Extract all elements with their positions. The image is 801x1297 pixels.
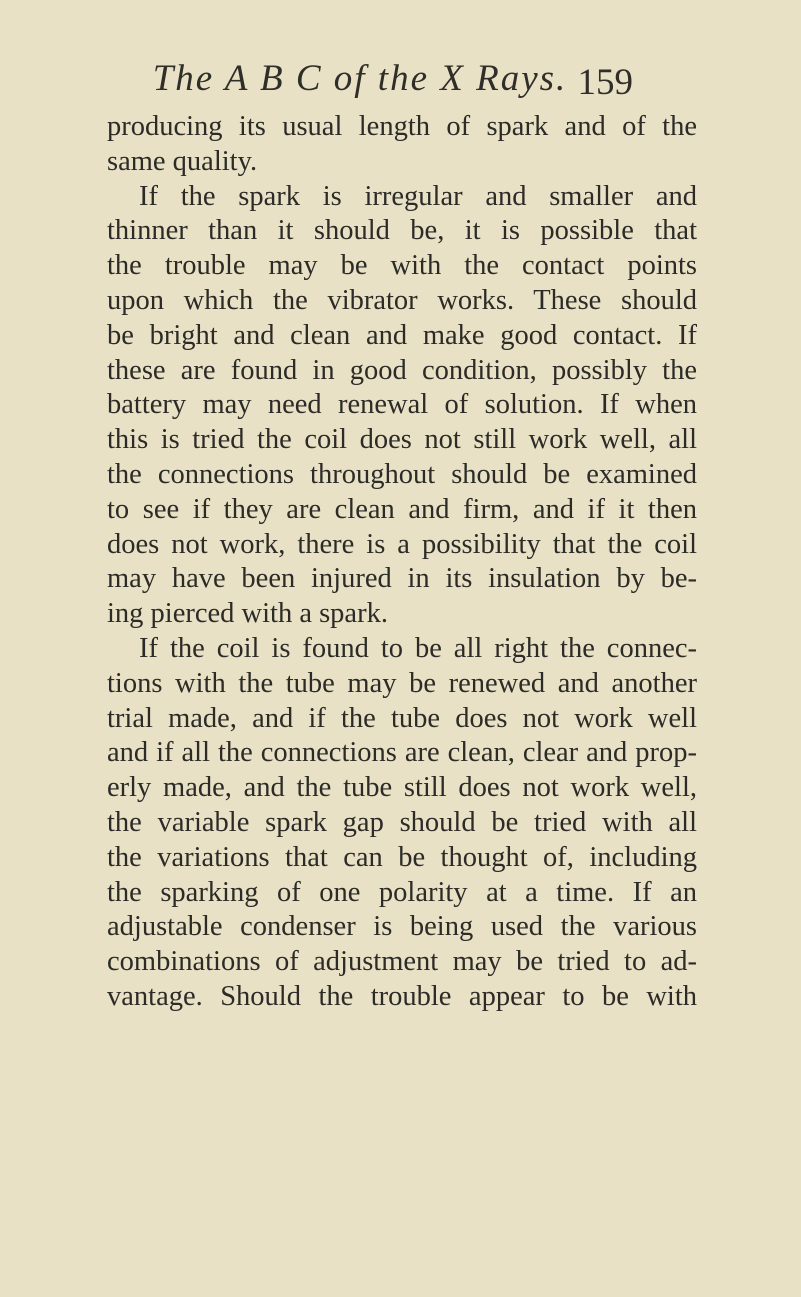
text-line: thinner than it should be, it is possible that (107, 215, 697, 247)
text-line: does not work, there is a possibility that the coil (107, 528, 697, 560)
body-text (107, 110, 697, 1015)
text-line: be bright and clean and make good contact. If (107, 319, 697, 351)
text-line: these are found in good condition, possibly the (107, 354, 697, 386)
text-line: battery may need renewal of solution. If when (107, 389, 697, 421)
text-line: this is tried the coil does not still work well, all (107, 424, 697, 456)
text-line: the trouble may be with the contact points (107, 250, 697, 282)
text-line: producing its usual length of spark and of the (107, 111, 697, 142)
text-line: the variable spark gap should be tried with all (107, 806, 697, 838)
running-head: The A B C of the X Rays. (152, 58, 568, 99)
text-line: upon which the vibrator works. These should (107, 284, 697, 316)
text-line: same quality. (107, 145, 258, 177)
text-line: vantage. Should the trouble appear to be with (107, 980, 697, 1012)
text-line: the variations that can be thought of, including (107, 841, 697, 873)
page-number: 159 (577, 62, 633, 103)
text-line: adjustable condenser is being used the various (107, 911, 697, 943)
text-line: to see if they are clean and firm, and if it then (107, 493, 697, 525)
text-line: the sparking of one polarity at a time. If an (107, 876, 697, 908)
text-line: may have been injured in its insulation by be- (107, 563, 697, 595)
text-line: If the coil is found to be all right the connec- (139, 632, 697, 664)
text-line: ing pierced with a spark. (107, 598, 388, 630)
text-line: and if all the connections are clean, clear and prop- (107, 737, 697, 769)
text-line: tions with the tube may be renewed and another (107, 667, 697, 699)
text-line: If the spark is irregular and smaller and (139, 180, 697, 212)
text-line: trial made, and if the tube does not work well (107, 702, 697, 734)
text-line: combinations of adjustment may be tried to ad- (107, 946, 697, 978)
text-line: the connections throughout should be examined (107, 458, 697, 490)
text-line: erly made, and the tube still does not work well, (107, 772, 697, 804)
